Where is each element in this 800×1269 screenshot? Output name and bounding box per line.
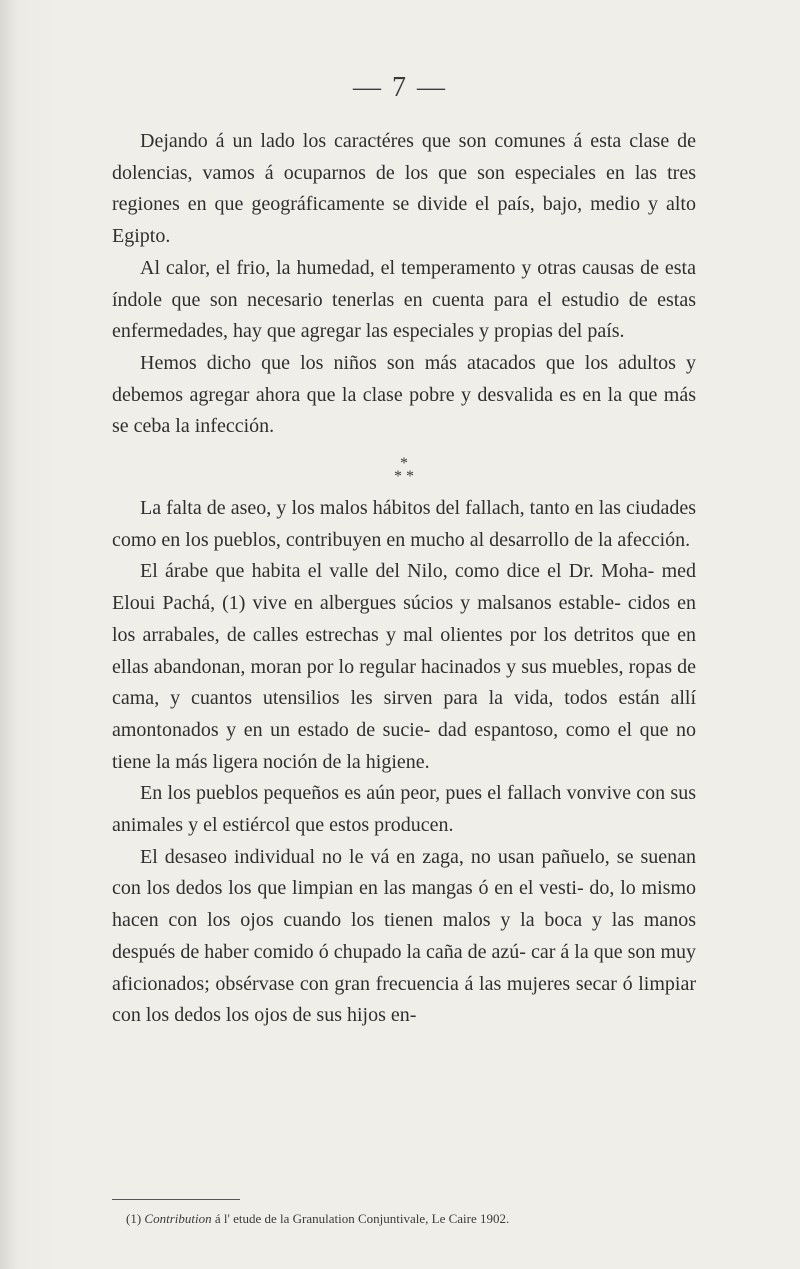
paragraph-4: La falta de aseo, y los malos hábitos del fallach, tanto en las ciudades como en los pueblos, contribuyen en mucho al desarrollo de la afección. [112,497,696,551]
paragraph-6: En los pueblos pequeños es aún peor, pues el fallach vonvive con sus animales y el estiércol que estos producen. [112,782,696,837]
footnote-divider [112,1199,240,1200]
paragraph-2: Al calor, el frio, la humedad, el temperamento y otras causas de esta índole que son necesario tenerlas en cuenta para el estudio de estas enfermedades, hay que agregar las especiales y propias del país. [112,256,696,343]
separator-asterisk-top: * [400,455,408,473]
footnote-text: á l' etude de la Granulation Conjuntivale, Le Caire 1902. [214,1211,510,1226]
paragraph-1: Dejando á un lado los caractéres que son comunes á esta clase de dolencias, vamos á ocuparnos de los que son especiales en las tres regiones en que geográficamente se divide el país, bajo, medio y alto Egipto. [112,130,696,248]
body-text [112,126,696,1032]
paragraph-3: Hemos dicho que los niños son más atacados que los adultos y debemos agregar ahora que la clase pobre y desvalida es en la que más se ceba la infección. [112,351,696,438]
separator-asterisks-bottom: * * [394,468,414,486]
paragraph-5: El árabe que habita el valle del Nilo, como dice el Dr. Moha- med Eloui Pachá, (1) vive en albergues súcios y malsanos estable- cidos en los arrabales, de calles estrechas y mal olientes por los detritos que en ellas abandonan, moran por lo regular hacinados y sus muebles, ropas de cama, y cuantos utensilios les sirven para la vida, todos están allí amontonados y en un estado de sucie- dad espantoso, como el que no tiene la más ligera noción de la higiene. [112,560,696,773]
section-separator [112,455,696,486]
footnote-marker: (1) [126,1211,142,1226]
footnote [126,1210,706,1228]
footnote-title: Contribution [144,1211,212,1226]
paragraph-7: El desaseo individual no le vá en zaga, no usan pañuelo, se suenan con los dedos los que limpian en las mangas ó en el vesti- do, lo mismo hacen con los ojos cuando los tienen malos y la boca y las manos después de haber comido ó chupado la caña de azú- car á la que son muy aficionados; obsérvase con gran frecuencia á las mujeres secar ó limpiar con los dedos los ojos de sus hijos en- [112,845,696,1027]
page-number: — 7 — [353,72,447,103]
